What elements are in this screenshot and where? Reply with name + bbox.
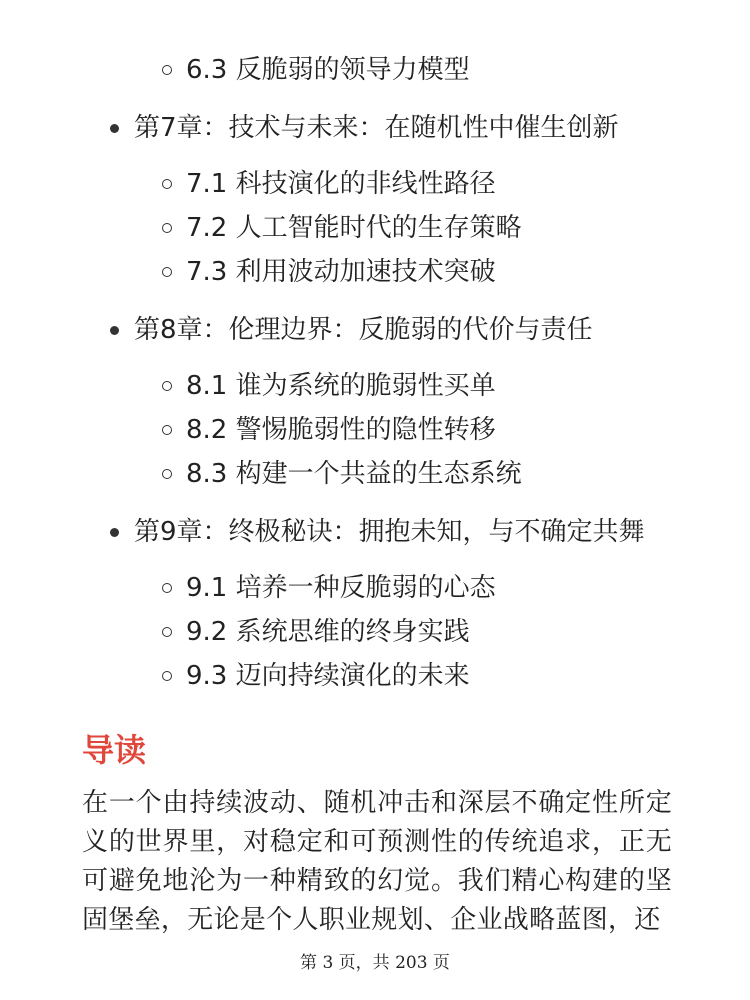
page-footer: 第 3 页，共 203 页 xyxy=(300,953,450,973)
toc-item-8-2[interactable]: 8.2 警惕脆弱性的隐性转移 xyxy=(186,412,496,448)
toc-chapter-9[interactable]: 第9章：终极秘诀：拥抱未知，与不确定共舞 xyxy=(134,514,645,550)
toc-item-9-3[interactable]: 9.3 迈向持续演化的未来 xyxy=(186,658,470,694)
toc-item-8-1[interactable]: 8.1 谁为系统的脆弱性买单 xyxy=(186,368,496,404)
toc-item-6-3[interactable]: 6.3 反脆弱的领导力模型 xyxy=(186,52,470,88)
toc-chapter-7[interactable]: 第7章：技术与未来：在随机性中催生创新 xyxy=(134,110,619,146)
toc-item-7-3[interactable]: 7.3 利用波动加速技术突破 xyxy=(186,254,496,290)
toc-item-9-2[interactable]: 9.2 系统思维的终身实践 xyxy=(186,614,470,650)
toc-item-9-1[interactable]: 9.1 培养一种反脆弱的心态 xyxy=(186,570,496,606)
toc-item-8-3[interactable]: 8.3 构建一个共益的生态系统 xyxy=(186,456,522,492)
toc-item-7-2[interactable]: 7.2 人工智能时代的生存策略 xyxy=(186,210,522,246)
intro-paragraph: 在一个由持续波动、随机冲击和深层不确定性所定义的世界里，对稳定和可预测性的传统追求，正无可避免地沦为一种精致的幻觉。我们精心构建的坚固堡垒，无论是个人职业规划、企业战略蓝图，还 xyxy=(82,788,672,935)
toc-item-7-1[interactable]: 7.1 科技演化的非线性路径 xyxy=(186,166,496,202)
section-heading: 导读 xyxy=(82,731,147,769)
toc-chapter-8[interactable]: 第8章：伦理边界：反脆弱的代价与责任 xyxy=(134,312,593,348)
